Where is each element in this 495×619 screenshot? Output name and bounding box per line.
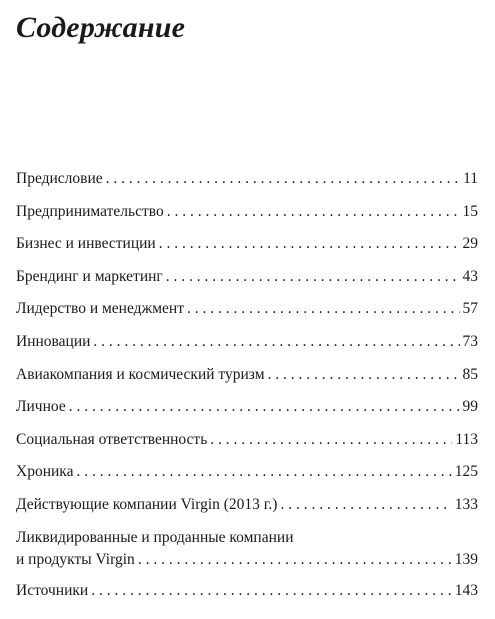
toc-page-number: 57	[462, 300, 478, 318]
dot-leader	[280, 494, 451, 516]
toc-entry-sources[interactable]	[16, 580, 478, 613]
toc-entry-title: Источники	[16, 581, 89, 599]
toc-entry-title: Авиакомпания и космический туризм	[16, 365, 265, 383]
dot-leader	[91, 580, 452, 602]
toc-page-number: 73	[462, 332, 478, 350]
toc-entry-title: Бизнес и инвестиции	[16, 235, 156, 253]
toc-entry-title: Предпринимательство	[16, 202, 164, 220]
toc-entry-title: Инновации	[16, 332, 91, 350]
dot-leader	[166, 266, 460, 288]
toc-entry-title: Действующие компании Virgin (2013 г.)	[16, 495, 278, 513]
toc-page-number: 15	[462, 202, 478, 220]
toc-entry-social-responsibility[interactable]	[16, 429, 478, 462]
toc-entry-chronicle[interactable]	[16, 461, 478, 494]
dot-leader	[268, 364, 460, 386]
toc-entry-airline-space-tourism[interactable]	[16, 364, 478, 397]
toc-entry-active-companies[interactable]	[16, 494, 478, 527]
dot-leader	[106, 168, 460, 190]
toc-entry-entrepreneurship[interactable]	[16, 201, 478, 234]
page-title: Содержание	[16, 11, 186, 44]
dot-leader	[93, 331, 459, 353]
toc-entry-business-investment[interactable]	[16, 233, 478, 266]
toc-page-number: 113	[455, 430, 478, 448]
dot-leader	[69, 396, 460, 418]
toc-page-number: 139	[454, 550, 478, 568]
toc-entry-title-line-1: Ликвидированные и проданные компании	[16, 528, 294, 546]
table-of-contents	[16, 168, 478, 612]
toc-entry-innovation[interactable]	[16, 331, 478, 364]
toc-page-number: 85	[462, 365, 478, 383]
dot-leader	[76, 461, 451, 483]
toc-entry-title-line-2: и продукты Virgin	[16, 550, 135, 568]
dot-leader	[138, 549, 452, 571]
toc-entry-title: Лидерство и менеджмент	[16, 300, 184, 318]
toc-page-number: 29	[462, 235, 478, 253]
toc-entry-preface[interactable]	[16, 168, 478, 201]
toc-entry-title: Хроника	[16, 463, 74, 481]
toc-page-number: 11	[463, 170, 478, 187]
dot-leader	[210, 429, 452, 451]
toc-entry-personal[interactable]	[16, 396, 478, 429]
dot-leader	[159, 233, 460, 255]
toc-page-number: 143	[454, 581, 478, 599]
toc-page-number: 133	[454, 495, 478, 513]
toc-entry-liquidated-companies[interactable]	[16, 527, 478, 580]
toc-entry-title: Социальная ответственность	[16, 430, 208, 448]
toc-page-number: 43	[462, 267, 478, 285]
toc-page-number: 99	[462, 398, 478, 416]
toc-entry-title: Брендинг и маркетинг	[16, 267, 163, 285]
toc-entry-leadership-management[interactable]	[16, 298, 478, 331]
toc-entry-title: Личное	[16, 398, 66, 416]
dot-leader	[167, 201, 460, 223]
toc-entry-title: Предисловие	[16, 170, 103, 187]
dot-leader	[187, 298, 460, 320]
toc-page-number: 125	[454, 463, 478, 481]
toc-entry-branding-marketing[interactable]	[16, 266, 478, 299]
